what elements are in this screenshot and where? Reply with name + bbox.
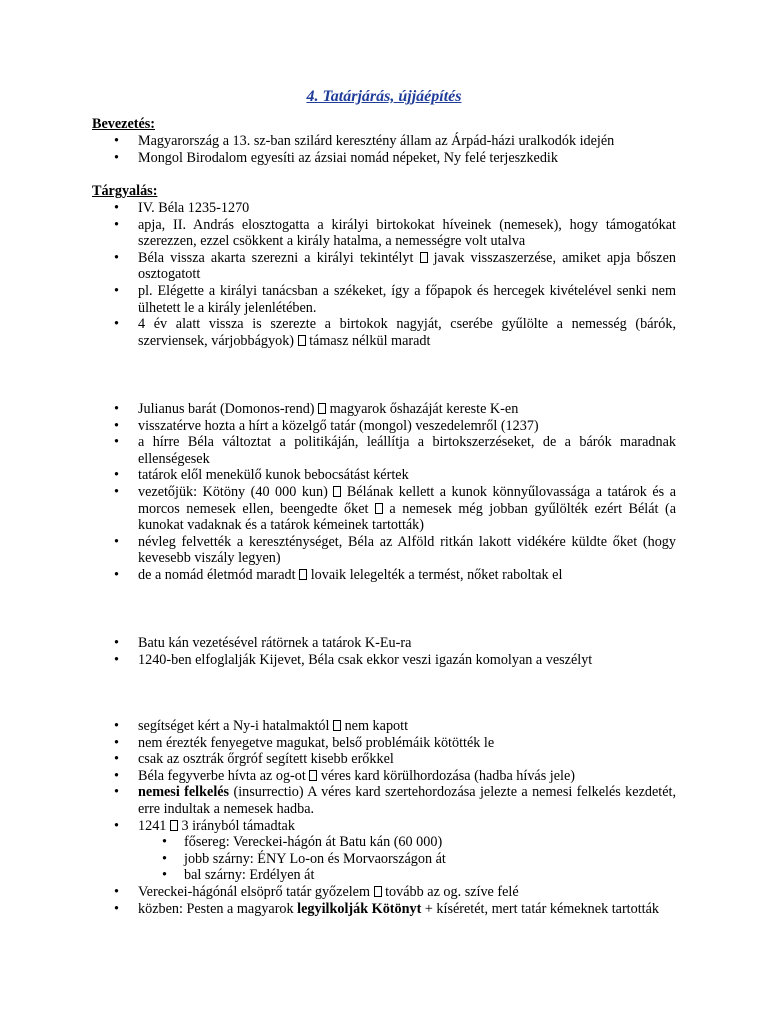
missing-glyph-icon <box>170 820 178 831</box>
list-item-text: Vereckei-hágónál elsöprő tatár győzelem <box>138 883 374 900</box>
missing-glyph-icon <box>420 252 428 263</box>
list-item-text: magyarok őshazáját kereste K-en <box>326 401 519 417</box>
discussion-list-4 <box>92 718 676 917</box>
missing-glyph-icon <box>298 335 306 346</box>
document-title: 4. Tatárjárás, újjáépítés <box>306 88 462 105</box>
list-item: • névleg felvették a kereszténységet, Béla az Alföld ritkán lakott vidékére küldte őket (hogy kevesebb viszály legyen) <box>92 534 676 567</box>
list-item-text: véres kard körülhordozása (hadba hívás jele) <box>317 767 575 784</box>
attack-directions-list <box>138 834 676 884</box>
list-item: • IV. Béla 1235-1270 <box>92 200 676 217</box>
discussion-heading: Tárgyalás: <box>92 183 158 199</box>
list-item <box>92 484 676 534</box>
discussion-list-1 <box>92 200 676 349</box>
discussion-list-3 <box>92 635 676 668</box>
list-item: • csak az osztrák őrgróf segített kisebb erőkkel <box>92 751 676 768</box>
list-item: • a hírre Béla változtat a politikáján, leállítja a birtokszerzéseket, de a bárók maradnak ellenségesek <box>92 434 676 467</box>
list-item: • visszatérve hozta a hírt a közelgő tatár (mongol) veszedelemről (1237) <box>92 418 676 435</box>
list-item <box>92 401 676 418</box>
missing-glyph-icon <box>333 720 341 731</box>
list-item-text: 4 év alatt vissza is szerezte a birtokok nagyját, cserébe gyűlölte a nemesség (bárók, szerviensek, várjobbágyok) <box>138 316 676 349</box>
sub-list-item: • bal szárny: Erdélyen át <box>138 867 676 884</box>
intro-heading: Bevezetés: <box>92 116 156 132</box>
list-item-text: nem kapott <box>341 718 409 734</box>
list-item: • 1240-ben elfoglalják Kijevet, Béla csak ekkor veszi igazán komolyan a veszélyt <box>92 652 676 669</box>
missing-glyph-icon <box>299 569 307 580</box>
list-item <box>92 250 676 283</box>
bold-term: nemesi felkelés <box>138 784 230 801</box>
list-item <box>92 784 676 817</box>
list-item <box>92 768 676 785</box>
list-item <box>92 884 676 901</box>
list-item-text: támasz nélkül maradt <box>305 332 431 349</box>
list-item: • Batu kán vezetésével rátörnek a tatárok K-Eu-ra <box>92 635 676 652</box>
list-item-text: (insurrectio) A véres kard szertehordozása jelezte a nemesi felkelés kezdetét, erre indultak a nemesek hadba. <box>138 784 676 817</box>
list-item-text: Béla vissza akarta szerezni a királyi tekintélyt <box>138 249 420 266</box>
missing-glyph-icon <box>318 403 326 414</box>
list-item-text: javak visszaszerzése, amiket apja bőszen osztogatott <box>138 249 676 283</box>
list-item: • Mongol Birodalom egyesíti az ázsiai nomád népeket, Ny felé terjeszkedik <box>92 150 676 167</box>
list-item-text: vezetőjük: Kötöny (40 000 kun) <box>138 483 334 500</box>
bold-term: legyilkolják Kötönyt <box>297 900 422 917</box>
list-item-text: + kíséretét, mert tatár kémeknek tartották <box>421 900 659 917</box>
list-item-text: a nemesek még jobban gyűlölték ezért Bélát (a kunokat vadaknak és a tatárok kémeinek tartották) <box>138 500 676 534</box>
list-item-text: tovább az og. szíve felé <box>381 883 519 900</box>
missing-glyph-icon <box>375 503 383 514</box>
list-item <box>92 901 676 918</box>
sub-list-item: • fősereg: Vereckei-hágón át Batu kán (60 000) <box>138 834 676 851</box>
list-item <box>92 818 676 884</box>
list-item: • Magyarország a 13. sz-ban szilárd keresztény állam az Árpád-házi uralkodók idején <box>92 133 676 150</box>
list-item-text: Julianus barát (Domonos-rend) <box>138 401 319 417</box>
list-item-text: de a nomád életmód maradt <box>138 566 300 583</box>
list-item: • apja, II. András elosztogatta a királyi birtokokat híveinek (nemesek), hogy támogatókat szerezzen, ezzel csökkent a király hatalma, a nemességre volt utalva <box>92 217 676 250</box>
sub-list-item: • jobb szárny: ÉNY Lo-on és Morvaországon át <box>138 851 676 868</box>
list-item-text: lovaik lelegelték a termést, nőket raboltak el <box>307 566 563 583</box>
list-item <box>92 718 676 735</box>
discussion-list-2 <box>92 401 676 584</box>
missing-glyph-icon <box>374 886 382 897</box>
list-item: • nem érezték fenyegetve magukat, belső problémáik kötötték le <box>92 735 676 752</box>
list-item-text: Bélának kellett a kunok könnyűlovassága a tatárok és a morcos nemesek ellen, beengedte őket <box>138 483 676 517</box>
list-item: • tatárok elől menekülő kunok bebocsátást kértek <box>92 467 676 484</box>
list-item-text: segítséget kért a Ny-i hatalmaktól <box>138 718 334 734</box>
list-item-text: Béla fegyverbe hívta az og-ot <box>138 767 310 784</box>
list-item-text: közben: Pesten a magyarok <box>138 900 298 917</box>
list-item-text: 3 irányból támadtak <box>177 817 295 834</box>
intro-list <box>92 133 676 166</box>
list-item <box>92 567 676 584</box>
list-item: • pl. Elégette a királyi tanácsban a székeket, így a főpapok és hercegek kivételével senki nem ülhetett le a király jelenlétében. <box>92 283 676 316</box>
list-item-text: 1241 <box>138 817 170 834</box>
list-item <box>92 316 676 349</box>
